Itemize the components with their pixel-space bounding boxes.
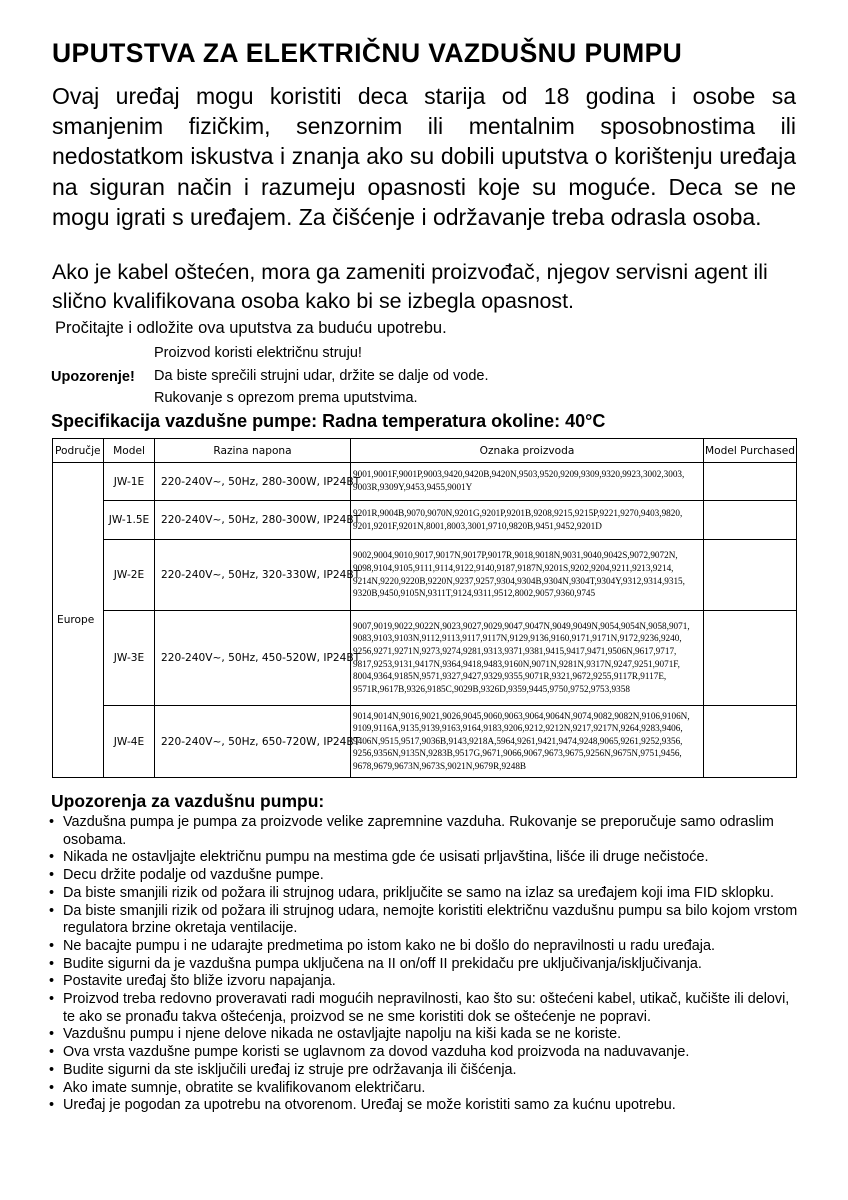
bullet-icon: • [49,1026,55,1043]
model-cell: JW-4E [104,706,155,778]
table-row [53,706,797,778]
list-item [49,903,801,938]
list-item [49,867,801,885]
voltage-cell: 220-240V~, 50Hz, 650-720W, IP24BT [155,706,351,778]
bullet-icon: • [49,1079,55,1096]
list-item-text: Ako imate sumnje, obratite se kvalifikovanom električaru. [63,1079,426,1096]
region-cell: Europe [53,463,104,778]
spec-title: Specifikacija vazdušne pumpe: Radna temperatura okoline: 40°C [51,411,606,431]
list-item [49,814,801,849]
spec-table [52,438,797,778]
list-item-text: Budite sigurni da ste isključili uređaj iz struje pre održavanja ili čišćenja. [63,1061,517,1078]
page-title: UPUTSTVA ZA ELEKTRIČNU VAZDUŠNU PUMPU [52,38,683,68]
codes-line: 9007,9019,9022,9022N,9023,9027,9029,9047,9047N,9049,9049N,9054,9054N,9058,9071, [353,620,690,631]
model-cell: JW-1.5E [104,501,155,540]
bullet-icon: • [49,1044,55,1061]
codes-line: 9256,9356N,9135N,9283B,9517G,9671,9066,9067,9673,9675,9256N,9675N,9751,9456, [353,748,682,759]
list-item-text: Uređaj je pogodan za upotrebu na otvorenom. Uređaj se može koristiti samo za kućnu upotrebu. [63,1097,676,1114]
read-notice: Pročitajte i odložite ova uputstva za buduću upotrebu. [55,319,447,337]
bullet-icon: • [49,1061,55,1078]
bullet-icon: • [49,867,55,884]
list-item-text: Da biste smanjili rizik od požara ili strujnog udara, priključite se samo na izlaz sa uređajem koji ima FID sklopku. [63,884,775,901]
warning-line: Rukovanje s oprezom prema uputstvima. [154,390,418,406]
list-item-text: Proizvod treba redovno proveravati radi mogućih nepravilnosti, kao što su: oštećeni kabel, utikač, kučište ili delovi, te ako se pronađu takva oštećenja, proizvod se ne sme koristiti dok se oštećenje ne popravi. [63,991,790,1025]
list-item-text: Postavite uređaj što bliže izvoru napajanja. [63,973,336,990]
model-purchased-cell [704,611,797,706]
warning-line: Da biste sprečili strujni udar, držite se dalje od vode. [154,367,489,384]
voltage-cell: 220-240V~, 50Hz, 280-300W, IP24BT [155,463,351,501]
model-cell: JW-1E [104,463,155,501]
product-codes-cell [351,463,704,501]
list-item [49,956,801,974]
header-region: Područje [53,439,104,463]
codes-line: 9109,9116A,9135,9139,9163,9164,9183,9206,9212,9212N,9217,9217N,9264,9283,9406, [353,723,683,734]
list-item-text: Ova vrsta vazdušne pumpe koristi se uglavnom za dovod vazduha kod proizvoda na naduvavanje. [63,1044,690,1061]
bullet-icon: • [49,973,55,990]
list-item-text: Decu držite podalje od vazdušne pumpe. [63,867,324,884]
model-purchased-cell [704,501,797,540]
product-codes-cell [351,706,704,778]
list-item-text: Vazdušna pumpa je pumpa za proizvode velike zapremnine vazduha. Rukovanje se preporučuje samo odraslim osobama. [63,814,774,848]
product-codes-cell [351,501,704,540]
warning-line: Proizvod koristi električnu struju! [154,345,362,361]
list-item-text: Nikada ne ostavljajte električnu pumpu na mestima gde će usisati prljavština, lišće ili druge nečistoće. [63,849,709,866]
list-item [49,1044,801,1062]
list-item [49,938,801,956]
bullet-icon: • [49,849,55,866]
list-item [49,1062,801,1080]
list-item-text: Budite sigurni da je vazdušna pumpa uključena na II on/off II prekidaču pre uključivanja/isključivanja. [63,955,702,972]
codes-line: 9083,9103,9103N,9112,9113,9117,9117N,9129,9136,9160,9171,9171N,9172,9236,9240, [353,633,682,644]
voltage-cell: 220-240V~, 50Hz, 280-300W, IP24BT [155,501,351,540]
codes-line: 8004,9364,9185N,9571,9327,9427,9329,9355,9071R,9321,9672,9255,9117R,9117E, [353,671,667,682]
table-row [53,501,797,540]
codes-line: 9678,9679,9673N,9673S,9021N,9679R,9248B [353,760,527,771]
codes-line: 9320B,9450,9105N,9311T,9124,9311,9512,8002,9057,9360,9745 [353,588,596,599]
spec-table-header-row [53,439,797,463]
list-item [49,1080,801,1098]
list-item-text: Da biste smanjili rizik od požara ili strujnog udara, nemojte koristiti električnu vazdušnu pumpu sa bilo kojom vrstom regulatora brzine okretaja ventilacije. [63,902,798,937]
bullet-icon: • [49,1097,55,1114]
codes-line: 9571R,9617B,9326,9185C,9029B,9326D,9359,9445,9750,9752,9753,9358 [353,683,630,694]
bullet-icon: • [49,814,55,830]
codes-line: 9201R,9004B,9070,9070N,9201G,9201P,9201B,9208,9215,9215P,9221,9270,9403,9820, [353,507,683,518]
list-item-text: Ne bacajte pumpu i ne udarajte predmetima po istom kako ne bi došlo do nepravilnosti u radu uređaja. [63,937,715,954]
header-model: Model [104,439,155,463]
header-voltage: Razina napona [155,439,351,463]
pump-warnings-list [49,814,801,1115]
codes-line: 9256,9271,9271N,9273,9274,9281,9313,9371,9381,9415,9417,9471,9506N,9617,9717, [353,645,677,656]
voltage-cell: 220-240V~, 50Hz, 320-330W, IP24BT [155,540,351,611]
bullet-icon: • [49,991,55,1008]
model-purchased-cell [704,463,797,501]
codes-line: 9817,9253,9131,9417N,9364,9418,9483,9160N,9071N,9281N,9317N,9247,9251,9071F, [353,658,680,669]
list-item [49,973,801,991]
table-row [53,540,797,611]
codes-line: 9098,9104,9105,9111,9114,9122,9140,9187,9187N,9201S,9202,9204,9211,9213,9214, [353,562,674,573]
bullet-icon: • [49,884,55,901]
table-row [53,611,797,706]
bullet-icon: • [49,937,55,954]
product-codes-cell [351,540,704,611]
table-row [53,463,797,501]
product-codes-cell [351,611,704,706]
model-cell: JW-3E [104,611,155,706]
intro-paragraph: Ovaj uređaj mogu koristiti deca starija od 18 godina i osobe sa smanjenim fizičkim, senzornim ili mentalnim sposobnostima ili nedostatkom iskustva i znanja ako su dobili uputstva o korištenju uređaja na siguran način i razumeju opasnosti koje su moguće. Deca se ne mogu igrati s uređajem. Za čišćenje i održavanje treba odrasla osoba. [52,83,796,230]
model-purchased-cell [704,540,797,611]
bullet-icon: • [49,955,55,972]
list-item [49,849,801,867]
list-item [49,1097,801,1115]
codes-line: 9001,9001F,9001P,9003,9420,9420B,9420N,9503,9520,9209,9309,9320,9923,3002,3003, [353,469,685,480]
codes-line: 9214N,9220,9220B,9220N,9237,9257,9304,9304B,9304N,9304T,9304Y,9312,9314,9315, [353,575,685,586]
codes-line: 9002,9004,9010,9017,9017N,9017P,9017R,9018,9018N,9031,9040,9042S,9072,9072N, [353,550,678,561]
warning-lines [154,342,488,410]
list-item [49,885,801,903]
model-purchased-cell [704,706,797,778]
cable-paragraph: Ako je kabel oštećen, mora ga zameniti proizvođač, njegov servisni agent ili slično kvalifikovana osoba kako bi se izbegla opasnost. [52,260,768,313]
codes-line: 9201,9201F,9201N,8001,8003,3001,9710,9820B,9451,9452,9201D [353,520,602,531]
list-item [49,1026,801,1044]
warning-label: Upozorenje! [51,369,135,385]
bullet-icon: • [49,902,55,919]
codes-line: 9014,9014N,9016,9021,9026,9045,9060,9063,9064,9064N,9074,9082,9082N,9106,9106N, [353,710,690,721]
voltage-cell: 220-240V~, 50Hz, 450-520W, IP24BT [155,611,351,706]
codes-line: 9406N,9515,9517,9036B,9143,9218A,5964,9261,9421,9474,9248,9065,9261,9252,9356, [353,735,683,746]
codes-line: 9003R,9309Y,9453,9455,9001Y [353,482,473,492]
model-cell: JW-2E [104,540,155,611]
pump-warnings-title: Upozorenja za vazdušnu pumpu: [51,791,325,811]
header-model-purchased: Model Purchased [704,439,797,463]
header-product-codes: Oznaka proizvoda [351,439,704,463]
list-item-text: Vazdušnu pumpu i njene delove nikada ne ostavljajte napolju na kiši kada se ne koriste. [63,1026,622,1043]
list-item [49,991,801,1026]
